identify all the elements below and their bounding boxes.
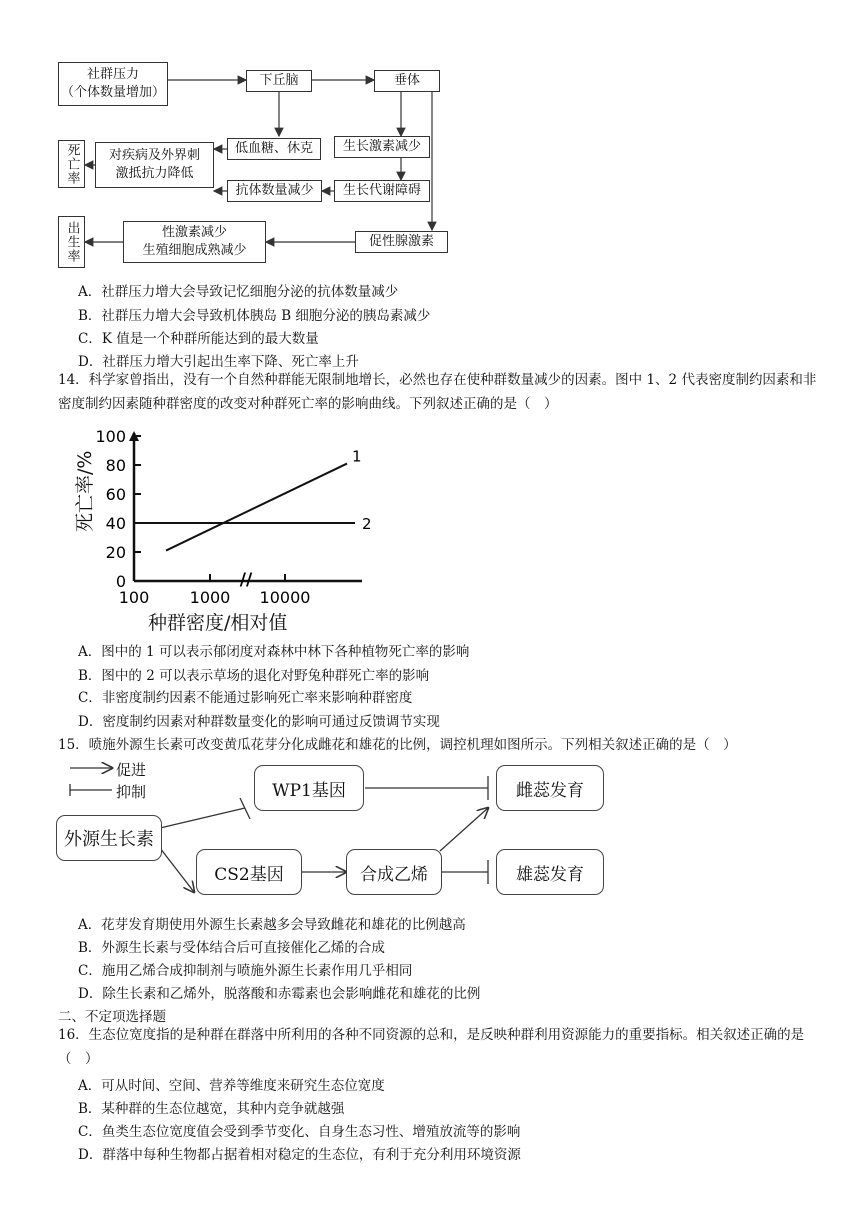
chart-x-tick-label: 10000 [259, 588, 311, 607]
chart-y-tick-label: 60 [105, 485, 126, 504]
q14-option-a: A．图中的 1 可以表示郁闭度对森林中林下各种植物死亡率的影响 [78, 644, 470, 660]
chart-y-tick-label: 80 [105, 456, 126, 475]
box-resistance: 对疾病及外界刺 激抵抗力降低 [95, 142, 214, 188]
q16-stem: 16．生态位宽度指的是种群在群落中所利用的各种不同资源的总和，是反映种群利用资源能力的重要指标。相关叙述正确的是（ ） [58, 1027, 805, 1067]
box-birth-rate: 出生率 [58, 216, 85, 268]
q15-option-c: C．施用乙烯合成抑制剂与喷施外源生长素作用几乎相同 [78, 963, 413, 979]
q14-stem: 14．科学家曾指出，没有一个自然种群能无限制地增长，必然也存在使种群数量减少的因素。图中 1、2 代表密度制约因素和非密度制约因素随种群密度的改变对种群死亡率的影响曲线。下列叙述正确的是（ ） [58, 372, 817, 412]
chart-x-tick-label: 100 [118, 588, 150, 607]
q15-option-a: A．花芽发育期使用外源生长素越多会导致雌花和雄花的比例越高 [78, 917, 466, 933]
box-pistil-development: 雌蕊发育 [496, 765, 604, 811]
box-sex-hormone: 性激素减少 生殖细胞成熟减少 [123, 221, 266, 263]
chart-series-1-label: 1 [352, 447, 362, 466]
q13-option-c: C．K 值是一个种群所能达到的最大数量 [78, 331, 319, 347]
q13-option-d: D．社群压力增大引起出生率下降、死亡率上升 [78, 354, 359, 370]
chart-ylabel: 死亡率/% [74, 450, 96, 532]
box-pituitary: 垂体 [374, 70, 440, 92]
legend-promote: 促进 [116, 761, 147, 779]
box-exogenous-auxin: 外源生长素 [56, 815, 162, 861]
q16-option-a: A．可从时间、空间、营养等维度来研究生态位宽度 [78, 1078, 385, 1094]
q16-option-b: B．某种群的生态位越宽，其种内竞争就越强 [78, 1101, 345, 1117]
q15-option-d: D．除生长素和乙烯外，脱落酸和赤霉素也会影响雌花和雄花的比例 [78, 986, 481, 1002]
box-ethylene: 合成乙烯 [346, 849, 442, 895]
box-cs2-gene: CS2基因 [196, 849, 302, 895]
box-social-pressure: 社群压力 （个体数量增加） [58, 62, 168, 106]
box-gh-decrease: 生长激素减少 [334, 136, 430, 158]
box-gonadotropin: 促性腺激素 [355, 231, 448, 253]
box-antibody: 抗体数量减少 [227, 180, 322, 202]
q16-option-c: C．鱼类生态位宽度值会受到季节变化、自身生态习性、增殖放流等的影响 [78, 1124, 521, 1140]
chart-y-tick-label: 100 [95, 427, 126, 446]
box-growth-barrier: 生长代谢障碍 [334, 180, 430, 202]
chart-y-tick-label: 0 [115, 572, 126, 591]
chart-y-tick-label: 20 [105, 543, 126, 562]
q15-stem: 15．喷施外源生长素可改变黄瓜花芽分化成雌花和雄花的比例，调控机理如图所示。下列相关叙述正确的是（ ） [58, 737, 737, 753]
box-stamen-development: 雄蕊发育 [496, 849, 604, 895]
q13-option-b: B．社群压力增大会导致机体胰岛 B 细胞分泌的胰岛素减少 [78, 308, 431, 324]
section-heading: 二、不定项选择题 [58, 1009, 166, 1025]
chart-xlabel: 种群密度/相对值 [148, 612, 288, 634]
q14-option-d: D．密度制约因素对种群数量变化的影响可通过反馈调节实现 [78, 714, 440, 730]
q14-option-b: B．图中的 2 可以表示草场的退化对野兔种群死亡率的影响 [78, 668, 430, 684]
q16-option-d: D．群落中每种生物都占据着相对稳定的生态位，有利于充分利用环境资源 [78, 1147, 521, 1163]
box-hypoglycemia: 低血糖、休克 [227, 138, 321, 160]
box-wp1-gene: WP1基因 [254, 765, 364, 811]
q14-option-c: C．非密度制约因素不能通过影响死亡率来影响种群密度 [78, 690, 413, 706]
box-hypothalamus: 下丘脑 [246, 70, 312, 92]
chart-x-tick-label: 1000 [189, 588, 231, 607]
legend-inhibit: 抑制 [116, 783, 147, 801]
box-death-rate: 死亡率 [58, 140, 85, 188]
q13-option-a: A．社群压力增大会导致记忆细胞分泌的抗体数量减少 [78, 284, 399, 300]
chart-axis-break: // [239, 570, 253, 590]
q15-option-b: B．外源生长素与受体结合后可直接催化乙烯的合成 [78, 940, 385, 956]
chart-series-2-label: 2 [362, 515, 372, 533]
chart-y-tick-label: 40 [105, 514, 126, 533]
